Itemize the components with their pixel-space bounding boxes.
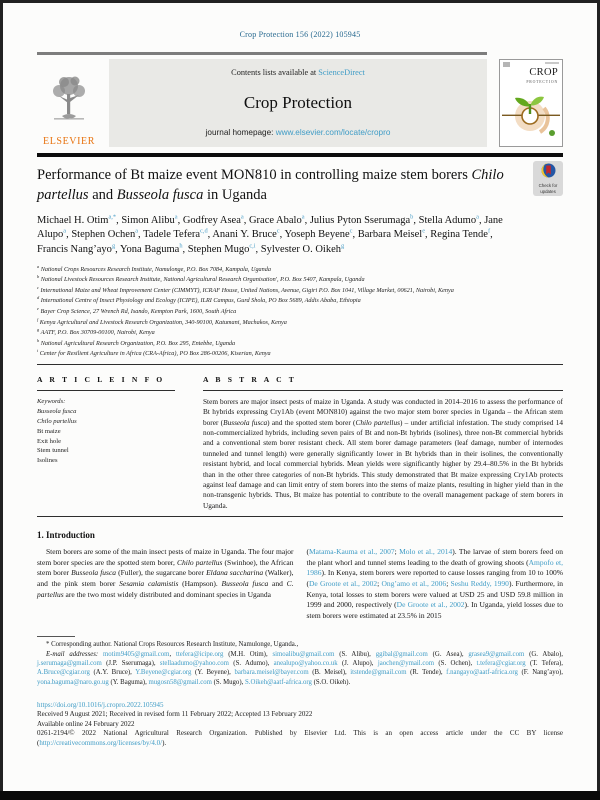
abstract-column xyxy=(203,375,563,511)
bottom-bar xyxy=(0,791,600,800)
affiliation: $^b$ National Livestock Resources Research Institute, National Agricultural Research Organisation', P.O. Box 5407, Kampala, Uganda xyxy=(37,274,365,284)
inline-link[interactable]: Molo et al., 2014 xyxy=(399,546,453,556)
intro-column-right xyxy=(307,547,564,621)
author: Francis Nang’ayo$^g$, xyxy=(37,242,121,255)
homepage-line xyxy=(206,128,391,137)
author-affiliation-sup: b xyxy=(410,213,414,221)
text-segment: (T. Tefera), xyxy=(525,659,563,667)
inline-link[interactable]: stellaadumo@yahoo.com xyxy=(159,659,229,667)
inline-link[interactable]: Ampofo et, 1986 xyxy=(306,557,563,578)
top-divider xyxy=(37,52,487,55)
abstract-heading: A B S T R A C T xyxy=(203,375,563,391)
intro-heading: 1. Introduction xyxy=(37,529,95,540)
inline-link[interactable]: itstende@gmail.com xyxy=(350,669,407,677)
text-segment: Busseola fusca xyxy=(221,578,269,588)
text-segment: ; xyxy=(377,578,382,588)
contents-prefix: Contents lists available at xyxy=(231,68,319,77)
inline-link[interactable]: De Groote et al., 2002 xyxy=(309,578,378,588)
affiliation: $^h$ National Agricultural Research Organization, P.O. Box 295, Entebbe, Uganda xyxy=(37,337,236,347)
inline-link[interactable]: anealupo@yahoo.co.uk xyxy=(273,659,338,667)
affiliation: $^g$ AATF, P.O. Box 30709-00100, Nairobi, Kenya xyxy=(37,327,155,337)
text-segment: Stem borers are some of the main insect pests of maize in Uganda. The four major stem borer species are the spotted stem borer, xyxy=(37,546,294,567)
author-affiliation-sup: g xyxy=(341,242,345,250)
article-info-heading: A R T I C L E I N F O xyxy=(37,375,175,391)
author-affiliation-sup: c,i xyxy=(249,242,256,250)
text-segment: Busseola fusca xyxy=(71,568,117,578)
author: Jane Alupo$^a$, xyxy=(37,214,503,241)
corresponding-author-note: * Corresponding author. National Crops Resources Research Institute, Namulonge, Uganda., xyxy=(46,641,299,649)
text-segment: (J. Alupo), xyxy=(337,659,378,667)
text-segment: (Walker), and the pink stem borer xyxy=(37,568,294,588)
journal-page xyxy=(3,3,597,791)
affiliation: $^e$ Bayer Crop Science, 27 Wrench Rd, Isando, Kempton Park, 1600, South Africa xyxy=(37,305,237,316)
text-segment: Sesamia calamistis xyxy=(119,578,179,588)
keyword: Busseola fusca xyxy=(37,407,77,415)
text-segment: (S. Ochen), xyxy=(434,659,477,667)
text-segment: ; xyxy=(446,578,451,588)
author: Anani Y. Bruce$^c$, xyxy=(212,227,285,241)
cover-title: CROP xyxy=(529,67,558,78)
inline-link[interactable]: mugosn58@gmail.com xyxy=(148,678,212,686)
author: Stephen Ochen$^a$, xyxy=(71,227,144,241)
cover-seedling-icon xyxy=(500,92,562,138)
text-segment: ). In Kenya, stem borers were reported to cause losses ranging from 10 to 100% ( xyxy=(306,568,563,588)
article-info-column xyxy=(37,375,175,511)
inline-link[interactable]: grasea9@gmail.com xyxy=(468,650,525,658)
author: Simon Alibu$^a$, xyxy=(121,213,183,226)
intro-column-left xyxy=(37,547,294,621)
text-segment: (G. Asea), xyxy=(427,650,469,658)
text-segment: ). xyxy=(162,738,167,747)
inline-link[interactable]: jaochen@ymail.com xyxy=(377,659,435,667)
inline-link[interactable]: Seshu Reddy, 1990 xyxy=(450,578,509,588)
cover-subtitle: PROTECTION xyxy=(526,79,558,84)
body-columns xyxy=(37,547,563,621)
text-segment: ). Furthermore, in Kenya, total losses to stem borers were valued at USD 25 and USD 59.8 million in 1999 and 2000, respectively ( xyxy=(306,578,564,610)
author-affiliation-sup: a xyxy=(476,213,479,221)
author-affiliation-sup: a xyxy=(301,213,305,221)
author-affiliation-sup: a xyxy=(63,227,67,235)
cover-barcode xyxy=(503,62,510,67)
inline-link[interactable]: f.nangayo@aatf-africa.org xyxy=(446,669,518,677)
journal-citation-link[interactable]: Crop Protection 156 (2022) 105945 xyxy=(239,30,361,39)
keyword: Isolines xyxy=(37,457,58,465)
keyword: Exit hole xyxy=(37,437,61,445)
text-segment: (F. Nang’ayo), xyxy=(517,669,564,677)
text-segment: (A.Y. Bruce), xyxy=(89,669,136,677)
journal-header xyxy=(37,59,563,147)
text-segment: and xyxy=(268,578,287,588)
affiliation-list xyxy=(37,264,563,359)
inline-link[interactable]: ttefera@icipe.org xyxy=(175,650,224,658)
inline-link[interactable]: S.Oikeh@aatf-africa.org xyxy=(245,678,312,686)
affiliation: $^a$ National Crops Resources Research Institute, Namulonge, P.O. Box 7084, Kampala, Uganda xyxy=(37,263,271,273)
text-segment: , xyxy=(169,650,176,658)
check-updates-label: Check for updates xyxy=(538,183,558,194)
section-divider xyxy=(37,364,563,365)
cover-topline xyxy=(545,62,559,64)
author: Yona Baguma$^h$, xyxy=(120,242,188,255)
text-segment: (R. Tende), xyxy=(406,669,447,677)
author: Sylvester O. Oikeh$^g$ xyxy=(260,242,345,255)
affiliation: $^f$ Kenya Agricultural and Livestock Research Organization, 340-90100, Katumani, Machakos, Kenya xyxy=(37,316,287,326)
keyword: Chilo partellus xyxy=(37,417,77,425)
author-affiliation-sup: c xyxy=(276,227,280,235)
text-segment: Chilo partellus xyxy=(355,417,400,427)
text-segment: ( xyxy=(306,546,309,556)
email-addresses xyxy=(37,650,563,688)
text-segment: Eldana saccharina xyxy=(206,568,264,578)
text-segment: ). The larvae of stem borers feed on the plant whorl and tunnel stems leading to the death of growing shoots ( xyxy=(306,546,564,567)
inline-link[interactable]: motim9405@gmail.com xyxy=(102,650,170,658)
author: Yoseph Beyene$^c$, xyxy=(284,227,358,241)
crossmark-icon xyxy=(541,165,556,182)
text-segment: 0261-2194/© 2022 National Agricultural Research Organization. Published by Elsevier Ltd. This is an open access article under the CC BY license ( xyxy=(37,729,563,747)
author: Stella Adumo$^a$, xyxy=(418,213,485,226)
inline-link[interactable]: Ong’amo et al., 2006 xyxy=(381,578,447,588)
header-divider-bar xyxy=(37,153,563,157)
footnote-block xyxy=(37,636,563,687)
text-segment: (Y. Beyene), xyxy=(191,669,235,677)
text-segment: ) – under artificial infestation. The study comprised 14 non-commercialized hybrids, including seven pairs of Bt and non-Bt hybrids (isolines), three non-Bt commercial hybrids and a conventional stem borer resistant check. All stem borer damage parameters (leaf damage, number of internodes tunneled and tunnel length) were generally significantly lower in Bt hybrids than in their isolines, the conventionally resistant hybrid, and local commercial hybrids. Mean yields were significantly higher by 29.4–80.5% in the Bt hybrids than in the other three categories of non-Bt hybrids. This study demonstrated that Bt maize expressing Cry1Ab protects against leaf damage and can limit entry of stem borers into the stems of maize plants, resulting in higher yield than in the non-transgenic hybrids. Thus, Bt maize has potential to contribute to the overall management package of stem borers in Uganda. xyxy=(203,417,563,510)
inline-link[interactable]: barbara.meisel@bayer.com xyxy=(234,669,309,677)
text-segment: (S.O. Oikeh). xyxy=(311,678,351,686)
contents-line xyxy=(231,68,365,77)
author-list xyxy=(37,213,563,256)
inline-link[interactable]: Y.Beyene@cgiar.org xyxy=(135,669,192,677)
check-for-updates-badge[interactable] xyxy=(533,161,563,196)
text-segment: (Swinhoe), the African stem borer xyxy=(37,557,294,578)
text-segment: (S. Adumo), xyxy=(228,659,274,667)
keyword: Stem tunnel xyxy=(37,447,69,455)
journal-title: Crop Protection xyxy=(243,92,353,112)
text-segment: Chilo partellus xyxy=(176,557,223,567)
affiliation: $^i$ Center for Resilient Agriculture in Africa (CRA-Africa), PO Box 286-00206, Kiserian, Kenya xyxy=(37,348,271,358)
inline-link[interactable]: simoalibu@gmail.com xyxy=(272,650,335,658)
inline-link[interactable]: A.Bruce@cgiar.org xyxy=(37,669,90,677)
text-segment: (Fuller), the sugarcane borer xyxy=(116,568,207,578)
author-affiliation-sup: g xyxy=(111,242,116,250)
author-affiliation-sup: e xyxy=(422,227,426,235)
inline-link[interactable]: http://creativecommons.org/licenses/by/4.0/ xyxy=(39,738,163,747)
footnote-rule xyxy=(37,636,75,637)
text-segment: in Uganda xyxy=(203,186,267,203)
inline-link[interactable]: Matama-Kauma et al., 2007 xyxy=(309,546,395,556)
author: Godfrey Asea$^a$, xyxy=(182,213,249,226)
text-segment: ) and the spotted stem borer ( xyxy=(267,417,356,427)
text-segment: E-mail addresses: xyxy=(46,650,103,658)
author-affiliation-sup: c xyxy=(349,227,353,235)
keywords-label: Keywords: xyxy=(37,398,66,405)
author: Tadele Tefera$^{c,d}$, xyxy=(143,227,213,241)
homepage-link[interactable]: www.elsevier.com/locate/cropro xyxy=(275,128,391,137)
author: Barbara Meisel$^e$, xyxy=(357,227,431,241)
text-segment: (B. Meisel), xyxy=(308,669,351,677)
inline-link[interactable]: ggibal@gmail.com xyxy=(375,650,428,658)
elsevier-logo[interactable] xyxy=(37,59,101,147)
inline-link[interactable]: j.serumaga@gmail.com xyxy=(37,659,102,667)
keyword-list xyxy=(37,397,175,466)
inline-link[interactable]: yona.baguma@naro.go.ug xyxy=(37,678,109,686)
author-affiliation-sup: a,* xyxy=(108,213,117,221)
author-affiliation-sup: h xyxy=(179,242,183,250)
text-segment: (G. Abalo), xyxy=(524,650,563,658)
text-segment: Stem borers are major insect pests of maize in Uganda. A study was conducted in 2014–2016 to assess the performance of Bt hybrids expressing Cry1Ab (event MON810) against the two major stem borer species in Uganda – the African stem borer ( xyxy=(203,397,563,427)
author-affiliation-sup: c,d xyxy=(200,227,208,235)
author-affiliation-sup: f xyxy=(487,227,491,235)
received-dates: Received 9 August 2021; Received in revised form 11 February 2022; Accepted 13 February 2022 xyxy=(37,710,313,719)
text-segment: (Y. Baguma), xyxy=(108,678,149,686)
text-segment: (J.P. Sserumaga), xyxy=(101,659,160,667)
doi-link[interactable]: https://doi.org/10.1016/j.cropro.2022.105945 xyxy=(37,700,164,709)
author: Grace Abalo$^a$, xyxy=(248,213,310,226)
elsevier-wordmark: ELSEVIER xyxy=(42,136,96,147)
affiliation: $^d$ International Centre of Insect Physiology and Ecology (ICIPE), ILRI Campus, Gurd Shola, PO Box 5689, Addis Ababa, Ethiopia xyxy=(37,295,361,305)
author-affiliation-sup: a xyxy=(174,213,178,221)
text-segment: (S. Alibu), xyxy=(334,650,376,658)
copyright-line xyxy=(37,729,563,748)
text-segment: are the two most widely distributed and dominant species in Uganda xyxy=(63,589,271,599)
author: Julius Pyton Sserumaga$^b$, xyxy=(309,213,419,226)
text-segment: Chilo partellus xyxy=(37,167,504,203)
text-segment: (Hampson). xyxy=(178,578,222,588)
text-segment: C. partellus xyxy=(37,578,294,599)
text-segment: Performance of Bt maize event MON810 in controlling maize stem borers xyxy=(37,167,472,183)
text-segment: (S. Mugo), xyxy=(211,678,245,686)
text-segment: Busseola fusca xyxy=(116,186,204,203)
inline-link[interactable]: De Groote et al., 2002 xyxy=(396,600,465,610)
info-abstract-grid xyxy=(37,375,563,511)
article-title xyxy=(37,166,563,205)
inline-link[interactable]: t.tefera@cgiar.org xyxy=(476,659,526,667)
author: Michael H. Otim$^{a,*}$, xyxy=(37,213,122,226)
author: Stephen Mugo$^{c,i}$, xyxy=(187,242,261,255)
elsevier-tree-icon xyxy=(46,74,92,135)
homepage-prefix: journal homepage: xyxy=(205,128,276,137)
text-segment: Busseola fusca xyxy=(223,417,268,427)
text-segment: and xyxy=(88,186,117,203)
abstract-text xyxy=(203,397,563,511)
text-segment: (M.H. Otim), xyxy=(223,650,273,658)
footer-block xyxy=(37,701,563,748)
abstract-bottom-divider xyxy=(37,516,563,517)
journal-cover-thumbnail xyxy=(499,59,563,147)
author: Regina Tende$^f$, xyxy=(430,227,493,241)
header-box xyxy=(109,59,487,147)
author-affiliation-sup: a xyxy=(240,213,244,221)
keyword: Bt maize xyxy=(37,427,61,435)
text-segment: ; xyxy=(394,546,400,556)
sciencedirect-link[interactable]: ScienceDirect xyxy=(318,68,365,77)
author-affiliation-sup: a xyxy=(135,227,139,235)
text-segment: ). In Uganda, yield losses due to stem borers were estimated at 23.5% in 2015 xyxy=(306,600,563,620)
available-online: Available online 24 February 2022 xyxy=(37,719,135,728)
affiliation: $^c$ International Maize and Wheat Improvement Center (CIMMYT), ICRAF House, United Nations, Avenue, Gigiri P.O. Box 1041, Village Market, 00621, Nairobi, Kenya xyxy=(37,284,454,294)
